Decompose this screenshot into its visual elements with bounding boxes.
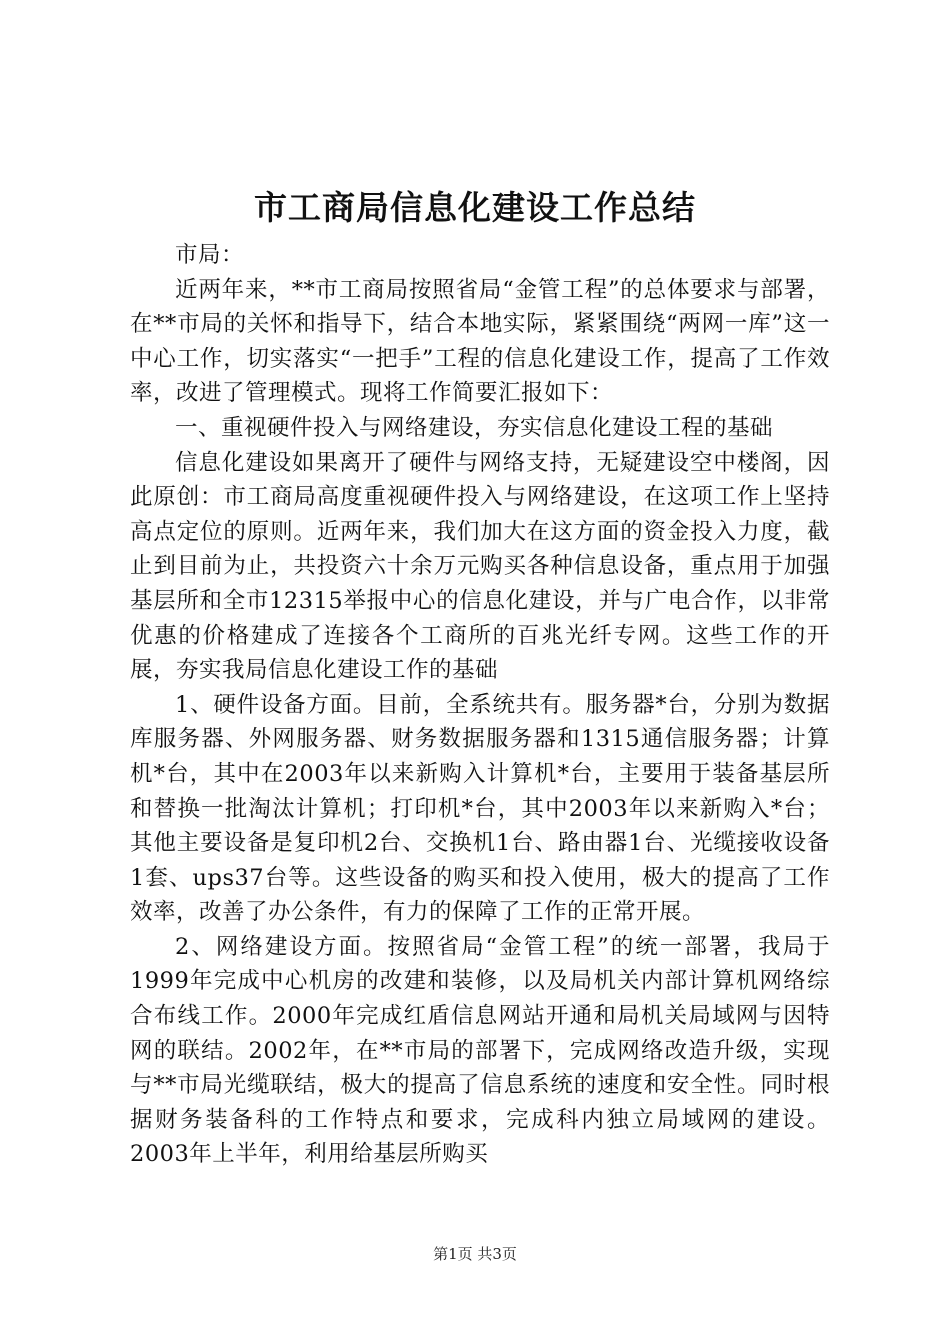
document-body — [130, 238, 830, 1172]
body-paragraph: 信息化建设如果离开了硬件与网络支持，无疑建设空中楼阁，因此原创：市工商局高度重视硬件投入与网络建设，在这项工作上坚持高点定位的原则。近两年来，我们加大在这方面的资金投入力度，截止到目前为止，共投资六十余万元购买各种信息设备，重点用于加强基层所和全市12315举报中心的信息化建设，并与广电合作，以非常优惠的价格建成了连接各个工商所的百兆光纤专网。这些工作的开展，夯实我局信息化建设工作的基础 — [130, 449, 830, 684]
network-paragraph: 2、网络建设方面。按照省局“金管工程”的统一部署，我局于1999年完成中心机房的改建和装修，以及局机关内部计算机网络综合布线工作。2000年完成红盾信息网站开通和局机关局域网与因特网的联结。2002年，在**市局的部署下，完成网络改造升级，实现与**市局光缆联结，极大的提高了信息系统的速度和安全性。同时根据财务装备科的工作特点和要求，完成科内独立局域网的建设。2003年上半年，利用给基层所购买 — [130, 933, 830, 1168]
intro-paragraph: 近两年来，**市工商局按照省局“金管工程”的总体要求与部署，在**市局的关怀和指导下，结合本地实际，紧紧围绕“两网一库”这一中心工作，切实落实“一把手”工程的信息化建设工作，提高了工作效率，改进了管理模式。现将工作简要汇报如下： — [130, 276, 830, 407]
document-title: 市工商局信息化建设工作总结 — [254, 188, 696, 227]
page-number: 第1页 共3页 — [433, 1245, 517, 1263]
hardware-paragraph: 1、硬件设备方面。目前，全系统共有。服务器*台，分别为数据库服务器、外网服务器、财务数据服务器和1315通信服务器；计算机*台，其中在2003年以来新购入计算机*台，主要用于装备基层所和替换一批淘汰计算机；打印机*台，其中2003年以来新购入*台；其他主要设备是复印机2台、交换机1台、路由器1台、光缆接收设备1套、ups37台等。这些设备的购买和投入使用，极大的提高了工作效率，改善了办公条件，有力的保障了工作的正常开展。 — [130, 691, 830, 926]
salutation: 市局： — [175, 242, 245, 268]
section-heading: 一、重视硬件投入与网络建设，夯实信息化建设工程的基础 — [175, 414, 774, 441]
